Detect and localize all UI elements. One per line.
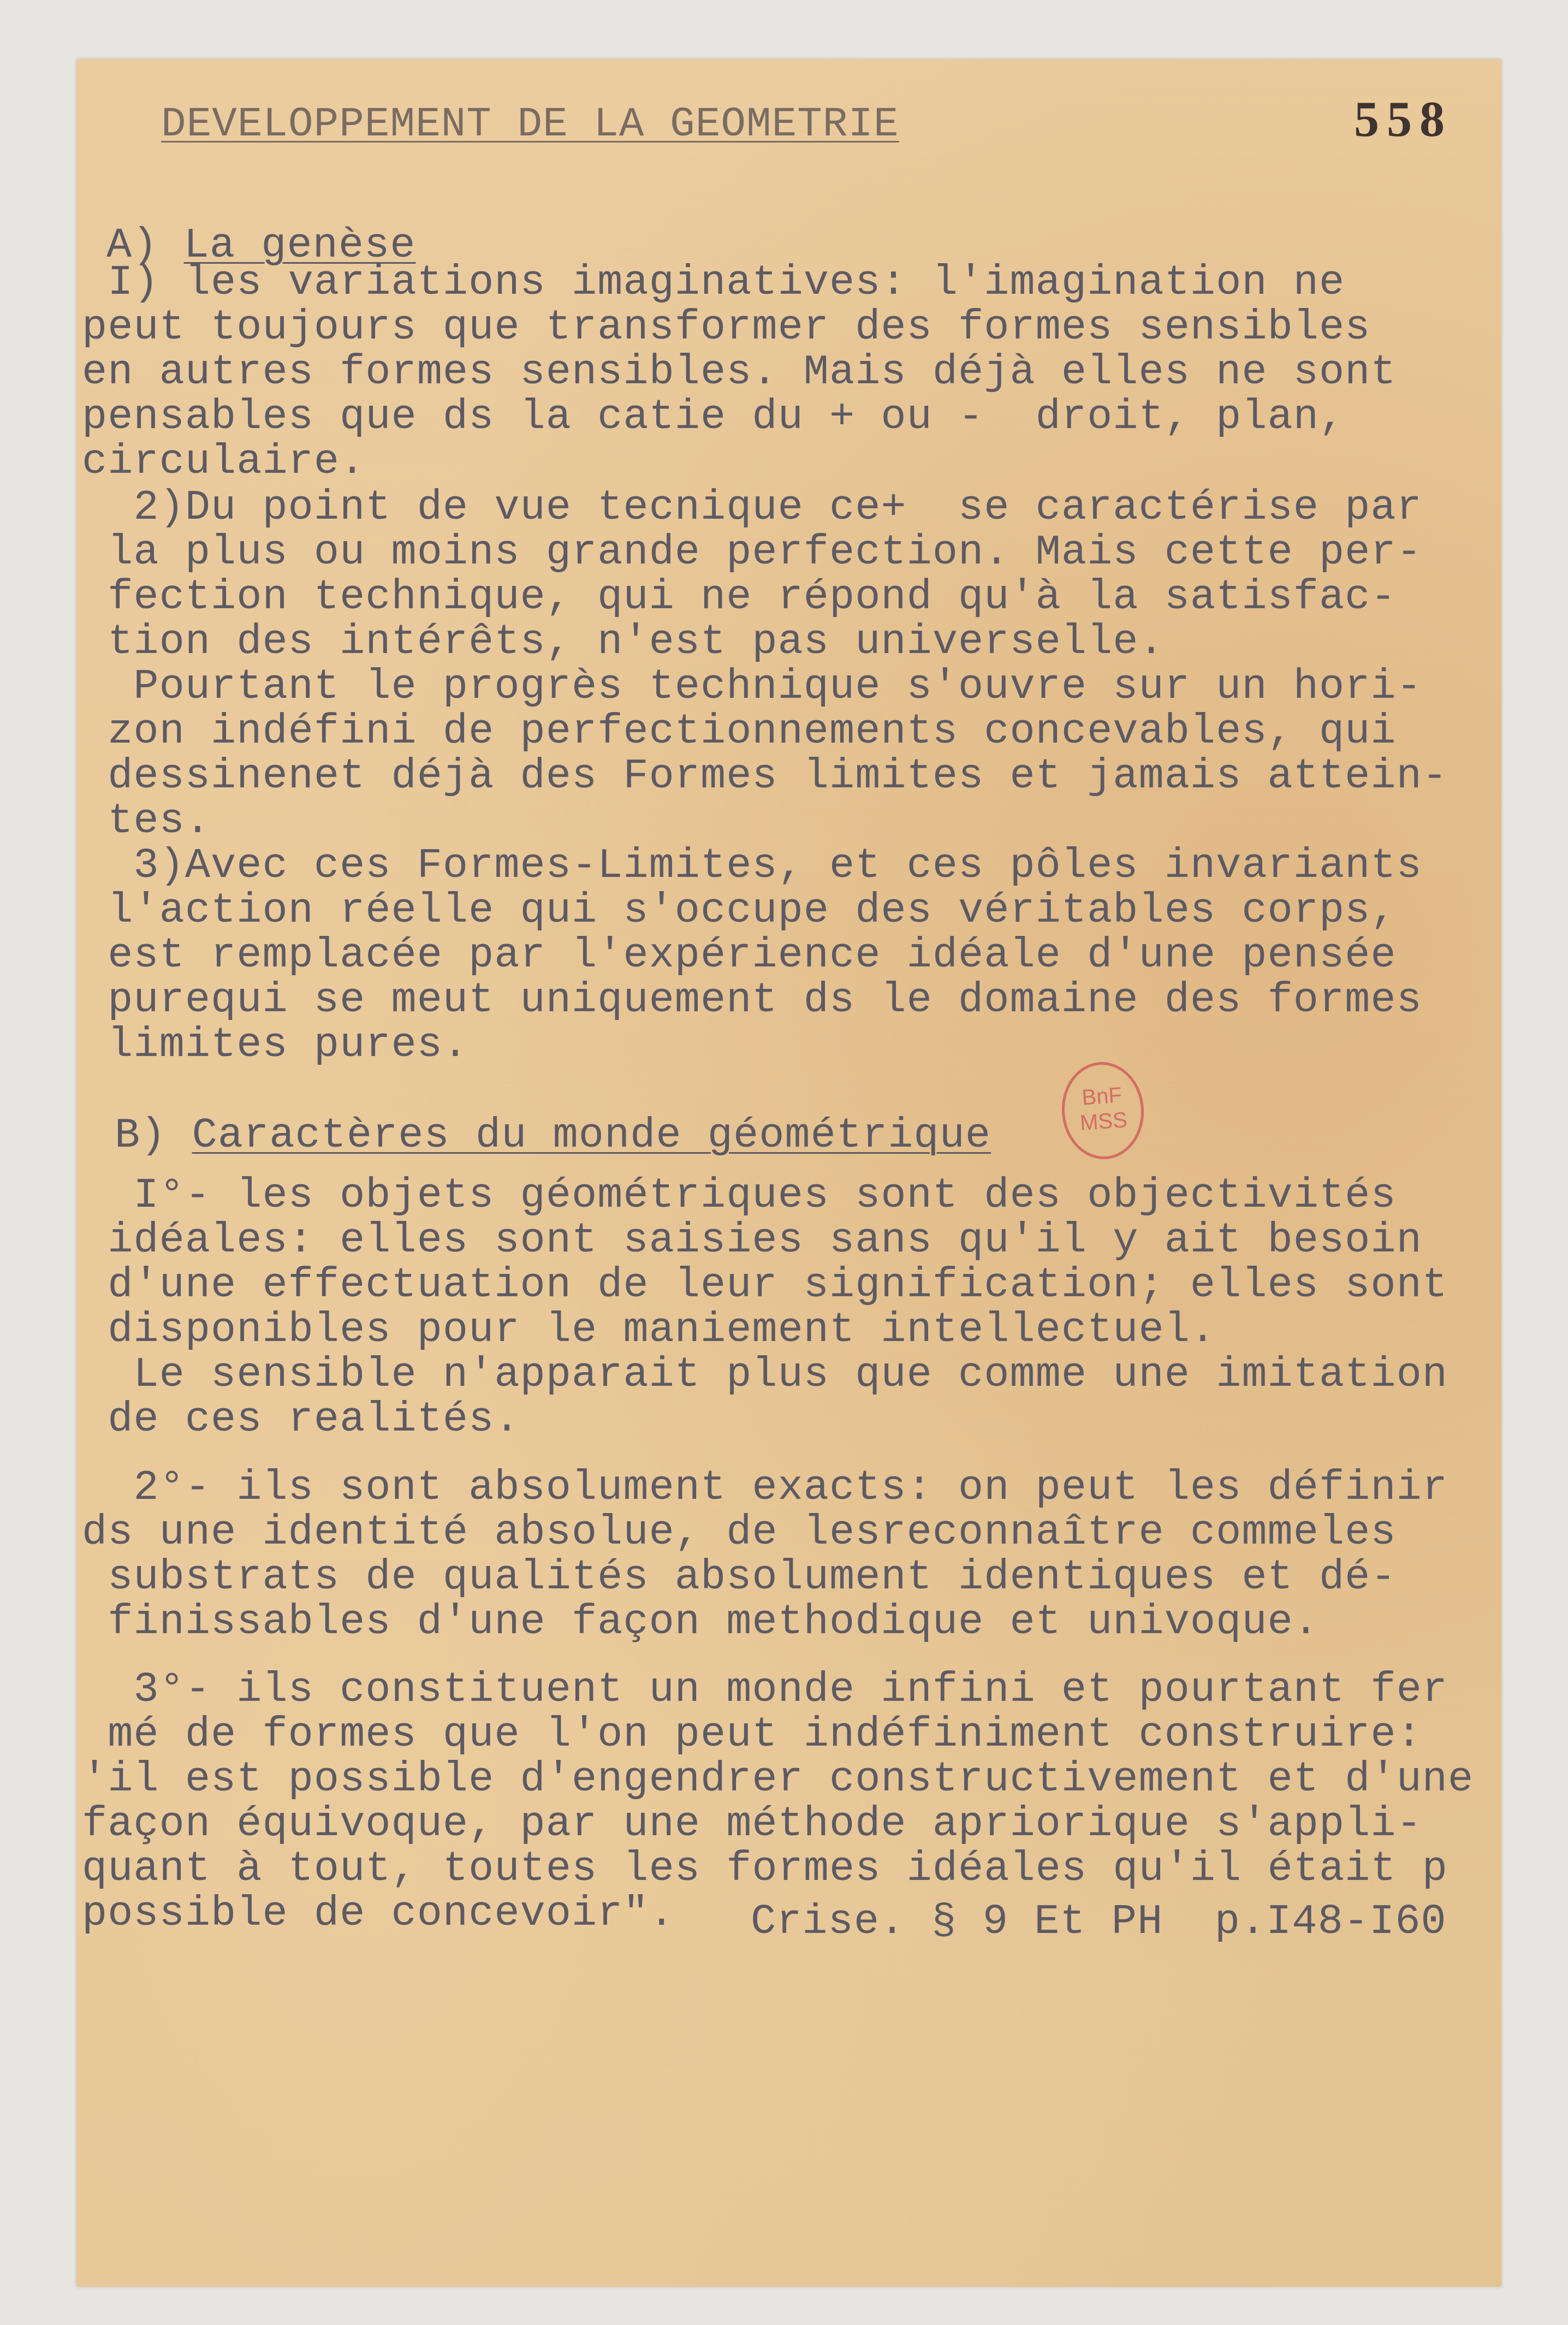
section-a-line: est remplacée par l'expérience idéale d'une pensée (82, 932, 1397, 980)
section-b-para3-line: possible de concevoir". (82, 1890, 675, 1938)
section-a-line: la plus ou moins grande perfection. Mais cette per- (82, 529, 1422, 577)
section-a-line: peut toujours que transformer des formes sensibles (82, 304, 1371, 352)
section-a-line: limites pures. (82, 1022, 469, 1069)
section-b-para3-line: 3°- ils constituent un monde infini et pourtant fer (82, 1666, 1448, 1714)
section-b-para2-line: finissables d'une façon methodique et univoque. (82, 1599, 1319, 1646)
section-a-line: dessinenet déjà des Formes limites et jamais attein- (82, 753, 1448, 800)
section-a-line: tion des intérêts, n'est pas universelle. (82, 619, 1165, 666)
page-number: 558 (1354, 91, 1452, 147)
section-b-para2-line: substrats de qualités absolument identiques et dé- (82, 1554, 1397, 1602)
section-a-line: Pourtant le progrès technique s'ouvre sur un hori- (82, 663, 1422, 711)
document-title: DEVELOPPEMENT DE LA GEOMETRIE (161, 101, 899, 148)
section-a-line: fection technique, qui ne répond qu'à la satisfac- (82, 574, 1397, 621)
section-a-line: en autres formes sensibles. Mais déjà elles ne sont (82, 349, 1397, 396)
section-b-para2-line: ds une identité absolue, de lesreconnaître commeles (82, 1509, 1397, 1557)
section-a-line: tes. (82, 798, 211, 845)
section-b-para1-line: d'une effectuation de leur signification; elles sont (82, 1262, 1448, 1309)
stamp-line-2: MSS (1079, 1107, 1129, 1135)
section-a-line: circulaire. (82, 438, 366, 486)
section-a-line: 3)Avec ces Formes-Limites, et ces pôles invariants (82, 843, 1422, 890)
section-b-para2-line: 2°- ils sont absolument exacts: on peut les définir (82, 1464, 1448, 1512)
section-a-line: 2)Du point de vue tecnique ce+ se caractérise par (82, 484, 1422, 532)
section-b-para3-line: mé de formes que l'on peut indéfiniment construire: (82, 1711, 1422, 1759)
section-b-para1-line: de ces realités. (82, 1396, 520, 1444)
section-b-para3-line: façon équivoque, par une méthode apriorique s'appli- (82, 1801, 1422, 1848)
section-a-line: l'action réelle qui s'occupe des véritables corps, (82, 887, 1397, 935)
citation: Crise. § 9 Et PH p.I48-I60 (751, 1899, 1447, 1946)
section-b-para1-line: disponibles pour le maniement intellectuel. (82, 1307, 1216, 1354)
section-b-para1-line: I°- les objets géométriques sont des objectivités (82, 1172, 1397, 1220)
section-b-para3-line: 'il est possible d'engendrer constructivement et d'une (82, 1756, 1474, 1804)
section-b-para1-line: idéales: elles sont saisies sans qu'il y ait besoin (82, 1217, 1422, 1265)
section-a-line: I) les variations imaginatives: l'imagination ne (82, 259, 1345, 307)
section-a-line: zon indéfini de perfectionnements concevables, qui (82, 708, 1397, 756)
stamp-line-1: BnF (1081, 1083, 1123, 1110)
section-b-para1-line: Le sensible n'apparait plus que comme une imitation (82, 1351, 1448, 1399)
section-b-heading-text: Caractères du monde géométrique (192, 1112, 991, 1160)
section-a-line: purequi se meut uniquement ds le domaine des formes (82, 977, 1422, 1024)
section-a-line: pensables que ds la catie du + ou - droit, plan, (82, 394, 1345, 441)
section-a-heading-text: La genèse (183, 222, 416, 270)
section-b-para3-line: quant à tout, toutes les formes idéales qu'il était p (82, 1846, 1448, 1893)
section-b-heading: B) Caractères du monde géométrique (115, 1112, 991, 1160)
section-a-heading: A) La genèse (106, 222, 416, 270)
